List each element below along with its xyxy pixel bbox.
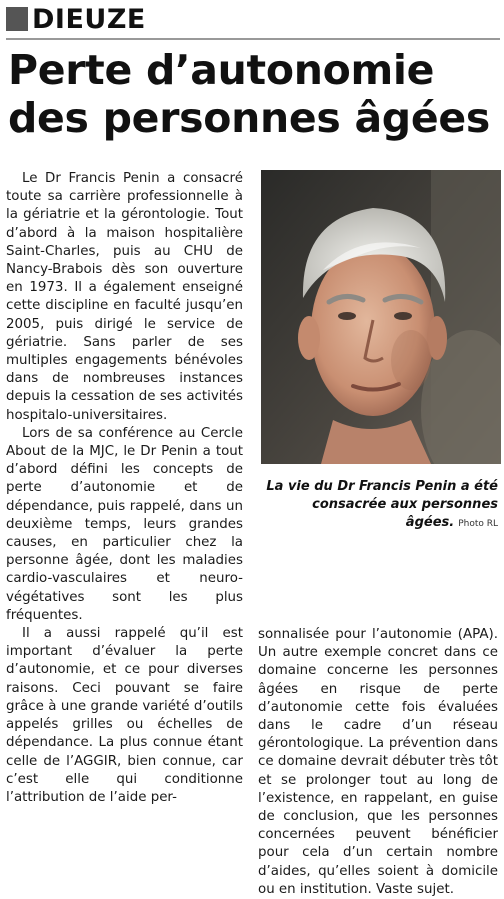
article-column-1 — [6, 170, 243, 807]
paragraph-3: Il a aussi rappelé qu’il est important d’évaluer la perte d’autonomie, et ce pour diverses raisons. Ceci pouvant se faire grâce à une grande variété d’outils appelés grilles ou échelles de dépendance. La plus connue étant celle de l’AGGIR, bien connue, car c’est elle qui conditionne l’attribution de l’aide per- — [6, 626, 243, 805]
portrait-photo — [261, 170, 501, 464]
paragraph-4: sonnalisée pour l’autonomie (APA). Un autre exemple concret dans ce domaine concerne les personnes âgées en risque de perte d’autonomie cette fois évaluées dans le cadre d’un réseau gérontologique. La prévention dans ce domaine devrait débuter très tôt et se prolonger tout au long de l’existence, en rappelant, en guise de conclusion, que les personnes concernées peuvent bénéficier pour cela d’un certain nombre d’aides, qu’elles soient à domicile ou en institution. Vaste sujet. — [258, 627, 498, 897]
section-header — [6, 4, 146, 34]
photo-credit: Photo RL — [458, 519, 498, 529]
article-headline — [8, 46, 500, 142]
paragraph-1: Le Dr Francis Penin a consacré toute sa carrière professionnelle à la gériatrie et la gérontologie. Tout d’abord à la maison hospitalière Saint-Charles, puis au CHU de Nancy-Brabois dès son ouverture en 1973. Il a également enseigné cette discipline en faculté jusqu’en 2005, puis dirigé le service de gériatrie. Sans parler de ses multiples engagements bénévoles dans de nombreuses instances depuis la cessation de ses activités hospitalo-universitaires. — [6, 171, 243, 423]
photo-caption — [262, 478, 498, 533]
headline-line-2: des personnes âgées — [8, 94, 490, 142]
section-marker — [6, 7, 28, 31]
portrait-illustration — [261, 170, 501, 464]
photo-caption-text: La vie du Dr Francis Penin a été consacrée aux personnes âgées. — [266, 479, 498, 530]
article-column-2 — [258, 626, 498, 899]
headline-line-1: Perte d’autonomie — [8, 46, 435, 94]
paragraph-2: Lors de sa conférence au Cercle About de la MJC, le Dr Penin a tout d’abord défini les concepts de perte d’autonomie et de dépendance, puis rappelé, dans un deuxième temps, leurs grandes causes, en particulier chez la personne âgée, dont les maladies cardio-vasculaires et neuro-végétatives sont les plus fréquentes. — [6, 425, 243, 623]
section-name: DIEUZE — [32, 3, 146, 35]
section-divider — [6, 38, 500, 40]
